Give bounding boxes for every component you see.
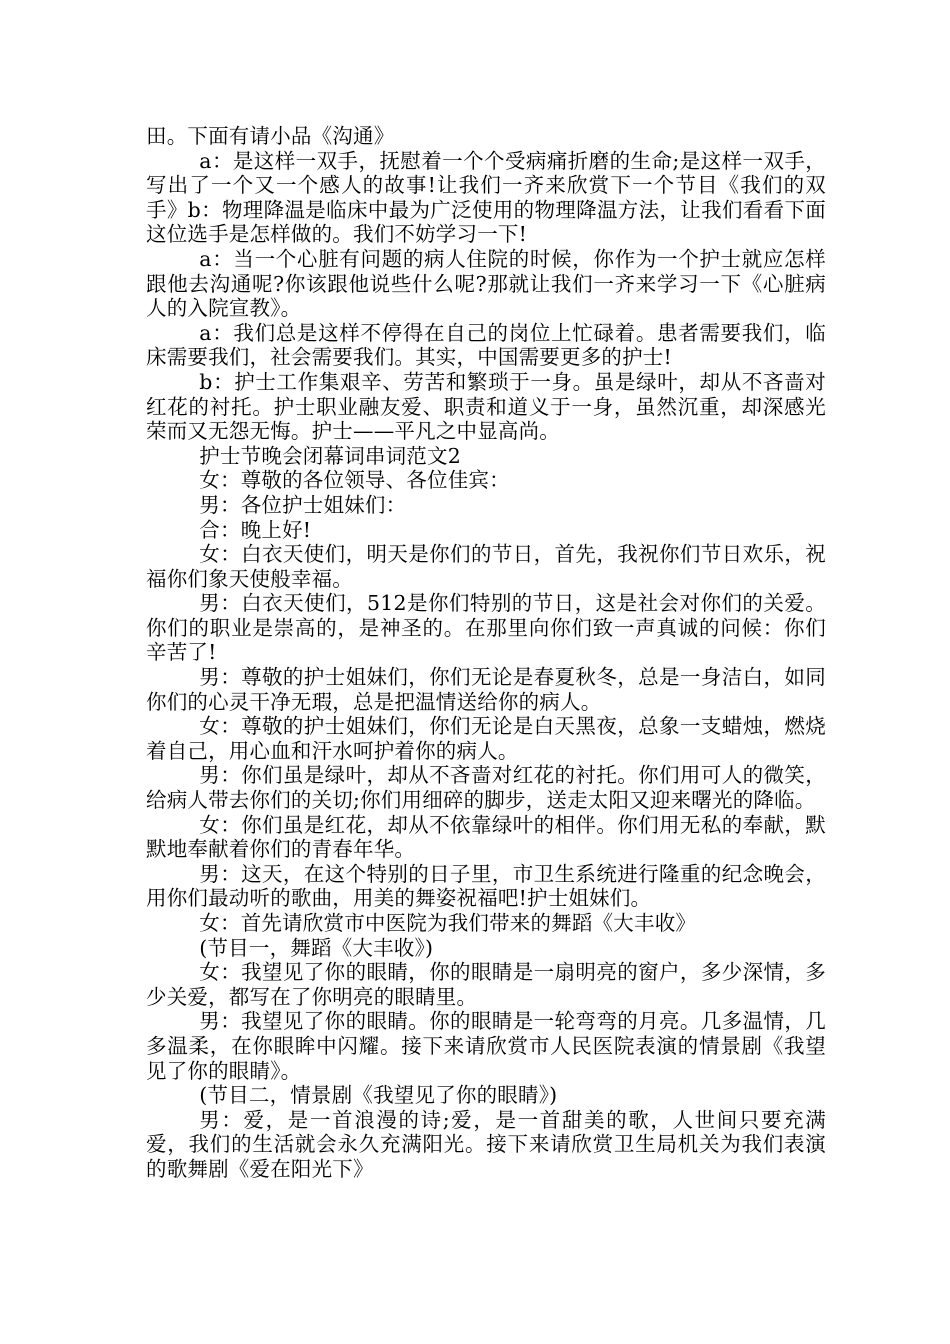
paragraph: b：护士工作集艰辛、劳苦和繁琐于一身。虽是绿叶，却从不吝啬对红花的衬托。护士职业融友爱、职责和道义于一身，虽然沉重，却深感光荣而又无怨无悔。护士——平凡之中显高尚。 — [146, 369, 826, 444]
paragraph: 女：白衣天使们，明天是你们的节日，首先，我祝你们节日欢乐，祝福你们象天使般幸福。 — [146, 542, 826, 591]
paragraph: 女：尊敬的护士姐妹们，你们无论是白天黑夜，总象一支蜡烛，燃烧着自己，用心血和汗水呵护着你的病人。 — [146, 714, 826, 763]
paragraph: a：是这样一双手，抚慰着一个个受病痛折磨的生命;是这样一双手，写出了一个又一个感人的故事!让我们一齐来欣赏下一个节目《我们的双手》b：物理降温是临床中最为广泛使用的物理降温方法，让我们看看下面这位选手是怎样做的。我们不妨学习一下! — [146, 148, 826, 247]
paragraph: 男：白衣天使们，512是你们特别的节日，这是社会对你们的关爱。你们的职业是崇高的，是神圣的。在那里向你们致一声真诚的问候：你们辛苦了! — [146, 591, 826, 665]
paragraph: (节目二，情景剧《我望见了你的眼睛》) — [199, 1083, 558, 1108]
paragraph: a：当一个心脏有问题的病人住院的时候，你作为一个护士就应怎样跟他去沟通呢?你该跟他说些什么呢?那就让我们一齐来学习一下《心脏病人的入院宣教》。 — [146, 246, 826, 321]
document-body — [146, 124, 826, 1182]
paragraph: 男：这天，在这个特别的日子里，市卫生系统进行隆重的纪念晚会，用你们最动听的歌曲，用美的舞姿祝福吧!护士姐妹们。 — [146, 861, 826, 911]
paragraph: a：我们总是这样不停得在自己的岗位上忙碌着。患者需要我们，临床需要我们，社会需要我们。其实，中国需要更多的护士! — [146, 320, 826, 370]
paragraph: 男：你们虽是绿叶，却从不吝啬对红花的衬托。你们用可人的微笑，给病人带去你们的关切;你们用细碎的脚步，送走太阳又迎来曙光的降临。 — [146, 763, 826, 813]
paragraph: 女：我望见了你的眼睛，你的眼睛是一扇明亮的窗户，多少深情，多少关爱，都写在了你明亮的眼睛里。 — [146, 960, 826, 1009]
section-heading: 护士节晚会闭幕词串词范文2 — [199, 443, 461, 468]
paragraph: 合：晚上好! — [199, 517, 312, 542]
paragraph: 女：尊敬的各位领导、各位佳宾： — [199, 468, 510, 493]
paragraph: (节目一，舞蹈《大丰收》) — [199, 935, 434, 960]
paragraph: 女：首先请欣赏市中医院为我们带来的舞蹈《大丰收》 — [199, 911, 697, 935]
paragraph: 女：你们虽是红花，却从不依靠绿叶的相伴。你们用无私的奉献，默默地奉献着你们的青春年华。 — [146, 812, 826, 862]
paragraph: 男：我望见了你的眼睛。你的眼睛是一轮弯弯的月亮。几多温情，几多温柔，在你眼眸中闪耀。接下来请欣赏市人民医院表演的情景剧《我望见了你的眼睛》。 — [146, 1009, 826, 1083]
paragraph: 男：各位护士姐妹们： — [199, 492, 407, 517]
paragraph: 田。下面有请小品《沟通》 — [146, 124, 395, 148]
paragraph: 男：爱，是一首浪漫的诗;爱，是一首甜美的歌，人世间只要充满爱，我们的生活就会永久充满阳光。接下来请欣赏卫生局机关为我们表演的歌舞剧《爱在阳光下》 — [146, 1107, 826, 1181]
paragraph: 男：尊敬的护士姐妹们，你们无论是春夏秋冬，总是一身洁白，如同你们的心灵干净无瑕，总是把温情送给你的病人。 — [146, 665, 826, 714]
